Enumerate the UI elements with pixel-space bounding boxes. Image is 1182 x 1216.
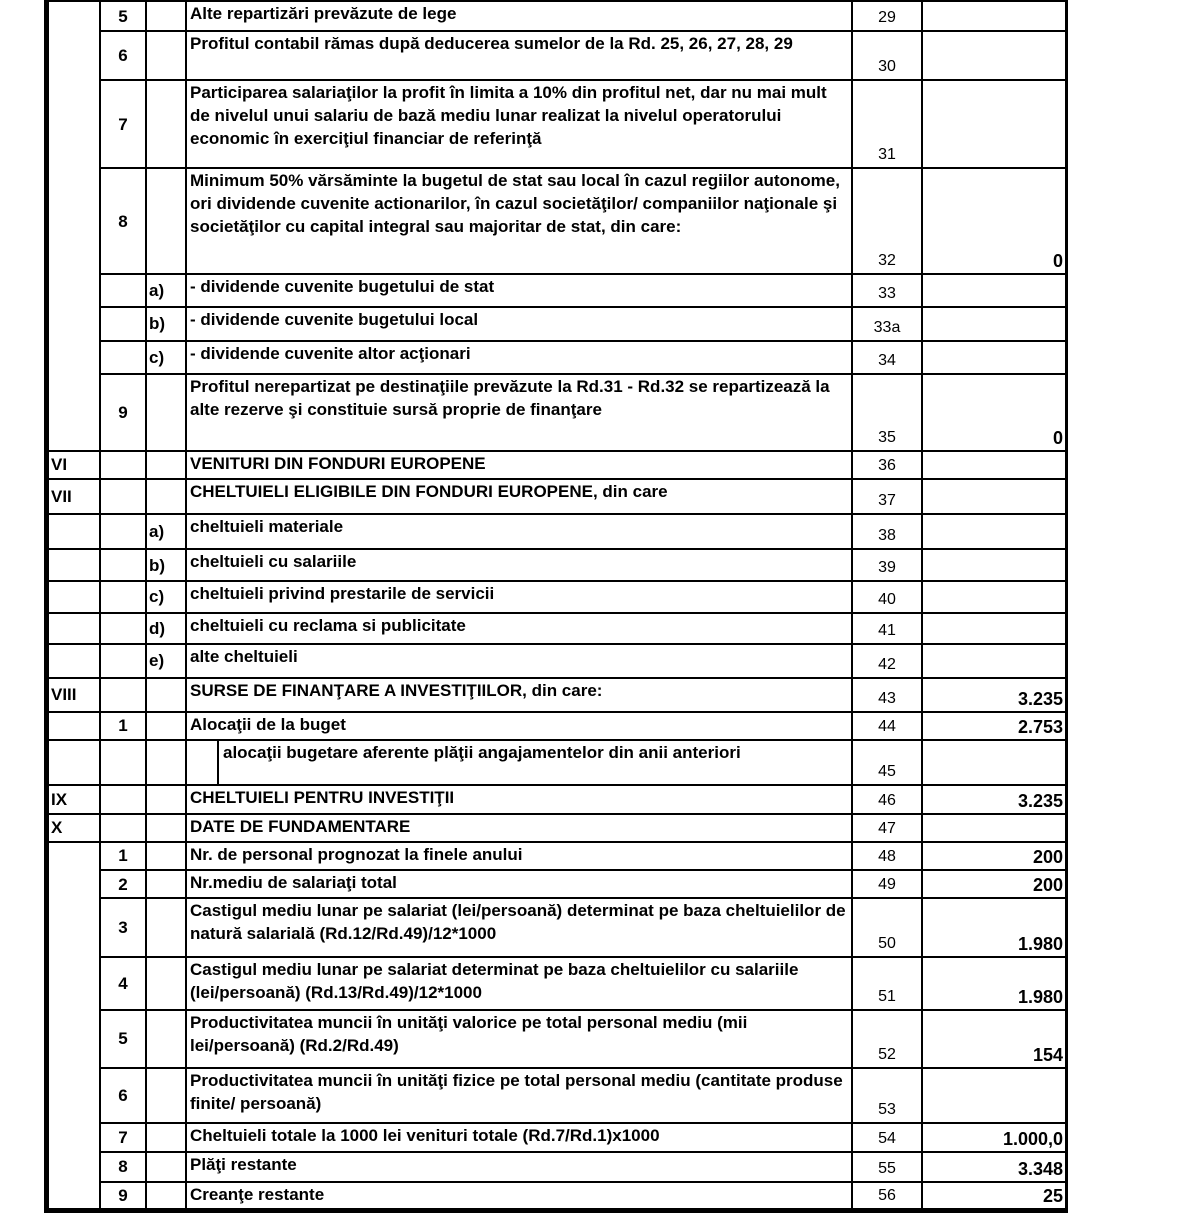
row-number-cell: 1 [100, 712, 146, 740]
row-section-cell [48, 1123, 100, 1152]
row-section-cell: X [48, 814, 100, 842]
row-section-cell [48, 712, 100, 740]
row-value-cell: 154 [922, 1010, 1066, 1067]
row-number-cell [100, 274, 146, 306]
row-description-cell: cheltuieli cu reclama si publicitate [186, 613, 852, 644]
row-description-cell: VENITURI DIN FONDURI EUROPENE [186, 451, 852, 479]
table-row [48, 341, 1066, 374]
row-value-cell: 0 [922, 168, 1066, 274]
row-code-cell: 32 [852, 168, 922, 274]
row-description-cell: CHELTUIELI ELIGIBILE DIN FONDURI EUROPENE, din care [186, 479, 852, 514]
table-row [48, 549, 1066, 580]
row-letter-cell [146, 451, 186, 479]
row-description-cell: Cheltuieli totale la 1000 lei venituri totale (Rd.7/Rd.1)x1000 [186, 1123, 852, 1152]
row-letter-cell: b) [146, 307, 186, 341]
row-number-cell: 2 [100, 870, 146, 898]
row-number-cell [100, 678, 146, 712]
row-value-cell [922, 549, 1066, 580]
row-description-cell: CHELTUIELI PENTRU INVESTIŢII [186, 785, 852, 813]
table-row [48, 514, 1066, 549]
row-value-cell [922, 31, 1066, 79]
table-row [48, 80, 1066, 169]
row-letter-cell [146, 870, 186, 898]
row-number-cell [100, 644, 146, 677]
row-description-cell: Minimum 50% vărsăminte la bugetul de stat sau local în cazul regiilor autonome, ori dividende cuvenite actionarilor, în cazul societăţilor/ companiilor naţionale şi societăţilor cu capital integral sau majoritar de stat, din care: [186, 168, 852, 274]
row-letter-cell: a) [146, 514, 186, 549]
row-description-cell: Creanţe restante [186, 1182, 852, 1209]
row-letter-cell [146, 1, 186, 31]
row-code-cell: 53 [852, 1068, 922, 1123]
row-letter-cell [146, 31, 186, 79]
row-section-cell [48, 581, 100, 613]
row-code-cell: 54 [852, 1123, 922, 1152]
row-code-cell: 45 [852, 740, 922, 785]
row-description-cell: Castigul mediu lunar pe salariat (lei/persoană) determinat pe baza cheltuielilor de natură salarială (Rd.12/Rd.49)/12*1000 [186, 898, 852, 956]
row-code-cell: 39 [852, 549, 922, 580]
table-row [48, 842, 1066, 870]
row-number-cell: 6 [100, 1068, 146, 1123]
row-number-cell [100, 549, 146, 580]
row-section-cell [48, 374, 100, 451]
row-description-cell: Productivitatea muncii în unităţi valorice pe total personal mediu (mii lei/persoană) (Rd.2/Rd.49) [186, 1010, 852, 1067]
row-section-cell [48, 613, 100, 644]
row-value-cell: 200 [922, 870, 1066, 898]
table-row [48, 740, 1066, 785]
table-row [48, 957, 1066, 1010]
row-section-cell [48, 870, 100, 898]
row-section-cell [48, 1, 100, 31]
row-value-cell: 2.753 [922, 712, 1066, 740]
row-letter-cell [146, 1182, 186, 1209]
table-row [48, 31, 1066, 79]
row-value-cell [922, 581, 1066, 613]
row-code-cell: 41 [852, 613, 922, 644]
row-letter-cell: a) [146, 274, 186, 306]
row-value-cell: 25 [922, 1182, 1066, 1209]
row-letter-cell [146, 740, 186, 785]
row-section-cell [48, 80, 100, 169]
row-value-cell: 200 [922, 842, 1066, 870]
row-section-cell [48, 341, 100, 374]
row-code-cell: 31 [852, 80, 922, 169]
row-code-cell: 48 [852, 842, 922, 870]
row-section-cell [48, 307, 100, 341]
row-section-cell [48, 898, 100, 956]
row-number-cell: 9 [100, 1182, 146, 1209]
row-description-cell: Profitul nerepartizat pe destinaţiile prevăzute la Rd.31 - Rd.32 se repartizează la alte rezerve şi constituie sursă proprie de finanţare [186, 374, 852, 451]
row-section-cell [48, 1068, 100, 1123]
row-letter-cell [146, 712, 186, 740]
row-number-cell: 5 [100, 1010, 146, 1067]
row-code-cell: 29 [852, 1, 922, 31]
row-number-cell: 4 [100, 957, 146, 1010]
row-letter-cell [146, 678, 186, 712]
row-code-cell: 55 [852, 1152, 922, 1181]
row-section-cell [48, 514, 100, 549]
row-value-cell: 1.980 [922, 898, 1066, 956]
row-section-cell [48, 1152, 100, 1181]
table-row [48, 613, 1066, 644]
row-code-cell: 33 [852, 274, 922, 306]
row-number-cell: 7 [100, 80, 146, 169]
row-description-cell: Plăţi restante [186, 1152, 852, 1181]
row-section-cell [48, 957, 100, 1010]
table-row [48, 479, 1066, 514]
row-letter-cell [146, 957, 186, 1010]
row-description-text: alocaţii bugetare aferente plăţii angajamentelor din anii anteriori [223, 743, 741, 762]
row-value-cell [922, 341, 1066, 374]
table-row [48, 451, 1066, 479]
row-description-cell: Alte repartizări prevăzute de lege [186, 1, 852, 31]
row-letter-cell [146, 1068, 186, 1123]
row-letter-cell [146, 842, 186, 870]
row-number-cell: 6 [100, 31, 146, 79]
row-letter-cell [146, 785, 186, 813]
row-description-cell: Participarea salariaţilor la profit în limita a 10% din profitul net, dar nu mai mult de nivelul unui salariu de bază mediu lunar realizat la nivelul operatorului economic în exerciţiul financiar de referinţă [186, 80, 852, 169]
row-section-cell [48, 549, 100, 580]
row-section-cell: VII [48, 479, 100, 514]
row-code-cell: 36 [852, 451, 922, 479]
row-description-cell: - dividende cuvenite bugetului de stat [186, 274, 852, 306]
row-code-cell: 56 [852, 1182, 922, 1209]
table-row [48, 1152, 1066, 1181]
row-description-cell: SURSE DE FINANŢARE A INVESTIŢIILOR, din care: [186, 678, 852, 712]
row-number-cell [100, 814, 146, 842]
row-code-cell: 42 [852, 644, 922, 677]
row-description-cell: Alocaţii de la buget [186, 712, 852, 740]
table-row [48, 814, 1066, 842]
table-body [48, 1, 1066, 1209]
nested-marker [187, 741, 219, 784]
table-row [48, 644, 1066, 677]
row-code-cell: 35 [852, 374, 922, 451]
row-letter-cell [146, 168, 186, 274]
row-letter-cell [146, 1123, 186, 1152]
row-code-cell: 38 [852, 514, 922, 549]
row-value-cell [922, 644, 1066, 677]
row-value-cell: 0 [922, 374, 1066, 451]
row-number-cell [100, 479, 146, 514]
row-code-cell: 46 [852, 785, 922, 813]
row-value-cell [922, 814, 1066, 842]
row-description-cell: Productivitatea muncii în unităţi fizice pe total personal mediu (cantitate produse finite/ persoană) [186, 1068, 852, 1123]
row-section-cell: VI [48, 451, 100, 479]
row-value-cell: 1.000,0 [922, 1123, 1066, 1152]
nested-description [187, 741, 851, 784]
financial-table-sheet [44, 0, 1068, 1213]
row-value-cell [922, 1068, 1066, 1123]
row-number-cell: 9 [100, 374, 146, 451]
row-number-cell: 5 [100, 1, 146, 31]
row-code-cell: 37 [852, 479, 922, 514]
row-value-cell [922, 274, 1066, 306]
row-description-cell: Castigul mediu lunar pe salariat determinat pe baza cheltuielilor cu salariile (lei/persoană) (Rd.13/Rd.49)/12*1000 [186, 957, 852, 1010]
row-number-cell [100, 307, 146, 341]
row-letter-cell [146, 898, 186, 956]
row-number-cell [100, 785, 146, 813]
table-row [48, 1010, 1066, 1067]
row-description-cell: cheltuieli cu salariile [186, 549, 852, 580]
row-description-cell: DATE DE FUNDAMENTARE [186, 814, 852, 842]
row-number-cell: 8 [100, 168, 146, 274]
row-letter-cell [146, 1152, 186, 1181]
table-row [48, 374, 1066, 451]
row-letter-cell: c) [146, 581, 186, 613]
row-description-cell: Nr.mediu de salariaţi total [186, 870, 852, 898]
row-code-cell: 49 [852, 870, 922, 898]
row-letter-cell [146, 479, 186, 514]
table-row [48, 581, 1066, 613]
row-description-cell: Profitul contabil rămas după deducerea sumelor de la Rd. 25, 26, 27, 28, 29 [186, 31, 852, 79]
row-number-cell: 3 [100, 898, 146, 956]
table-row [48, 870, 1066, 898]
table-row [48, 1182, 1066, 1209]
row-letter-cell: d) [146, 613, 186, 644]
row-section-cell [48, 842, 100, 870]
row-number-cell [100, 613, 146, 644]
row-number-cell: 8 [100, 1152, 146, 1181]
row-number-cell: 1 [100, 842, 146, 870]
row-value-cell [922, 613, 1066, 644]
row-letter-cell: e) [146, 644, 186, 677]
row-code-cell: 34 [852, 341, 922, 374]
row-section-cell [48, 168, 100, 274]
row-number-cell [100, 341, 146, 374]
row-section-cell [48, 31, 100, 79]
row-value-cell [922, 451, 1066, 479]
row-value-cell [922, 1, 1066, 31]
row-value-cell [922, 80, 1066, 169]
row-code-cell: 43 [852, 678, 922, 712]
row-number-cell [100, 740, 146, 785]
row-section-cell [48, 644, 100, 677]
row-section-cell [48, 740, 100, 785]
table-row [48, 785, 1066, 813]
table-row [48, 898, 1066, 956]
row-code-cell: 33a [852, 307, 922, 341]
row-section-cell [48, 1182, 100, 1209]
row-section-cell [48, 274, 100, 306]
row-value-cell: 1.980 [922, 957, 1066, 1010]
table-row [48, 1, 1066, 31]
row-value-cell [922, 740, 1066, 785]
row-code-cell: 47 [852, 814, 922, 842]
row-number-cell: 7 [100, 1123, 146, 1152]
row-letter-cell [146, 1010, 186, 1067]
row-description-cell [186, 740, 852, 785]
table-row [48, 712, 1066, 740]
table-row [48, 678, 1066, 712]
table-row [48, 1123, 1066, 1152]
financial-table [47, 0, 1067, 1210]
row-code-cell: 51 [852, 957, 922, 1010]
row-description-cell: - dividende cuvenite altor acţionari [186, 341, 852, 374]
row-section-cell [48, 1010, 100, 1067]
row-value-cell: 3.235 [922, 678, 1066, 712]
row-section-cell: IX [48, 785, 100, 813]
row-description-cell: - dividende cuvenite bugetului local [186, 307, 852, 341]
table-row [48, 1068, 1066, 1123]
row-value-cell: 3.235 [922, 785, 1066, 813]
row-value-cell [922, 514, 1066, 549]
row-description-cell: alte cheltuieli [186, 644, 852, 677]
row-value-cell [922, 479, 1066, 514]
row-code-cell: 30 [852, 31, 922, 79]
row-letter-cell: c) [146, 341, 186, 374]
row-letter-cell: b) [146, 549, 186, 580]
row-value-cell: 3.348 [922, 1152, 1066, 1181]
table-row [48, 307, 1066, 341]
row-code-cell: 50 [852, 898, 922, 956]
row-letter-cell [146, 374, 186, 451]
row-letter-cell [146, 80, 186, 169]
row-code-cell: 44 [852, 712, 922, 740]
row-letter-cell [146, 814, 186, 842]
row-value-cell [922, 307, 1066, 341]
table-row [48, 274, 1066, 306]
row-number-cell [100, 581, 146, 613]
row-code-cell: 52 [852, 1010, 922, 1067]
row-code-cell: 40 [852, 581, 922, 613]
row-description-cell: cheltuieli materiale [186, 514, 852, 549]
row-number-cell [100, 514, 146, 549]
row-number-cell [100, 451, 146, 479]
table-row [48, 168, 1066, 274]
row-section-cell: VIII [48, 678, 100, 712]
row-description-cell: Nr. de personal prognozat la finele anului [186, 842, 852, 870]
row-description-cell: cheltuieli privind prestarile de servicii [186, 581, 852, 613]
